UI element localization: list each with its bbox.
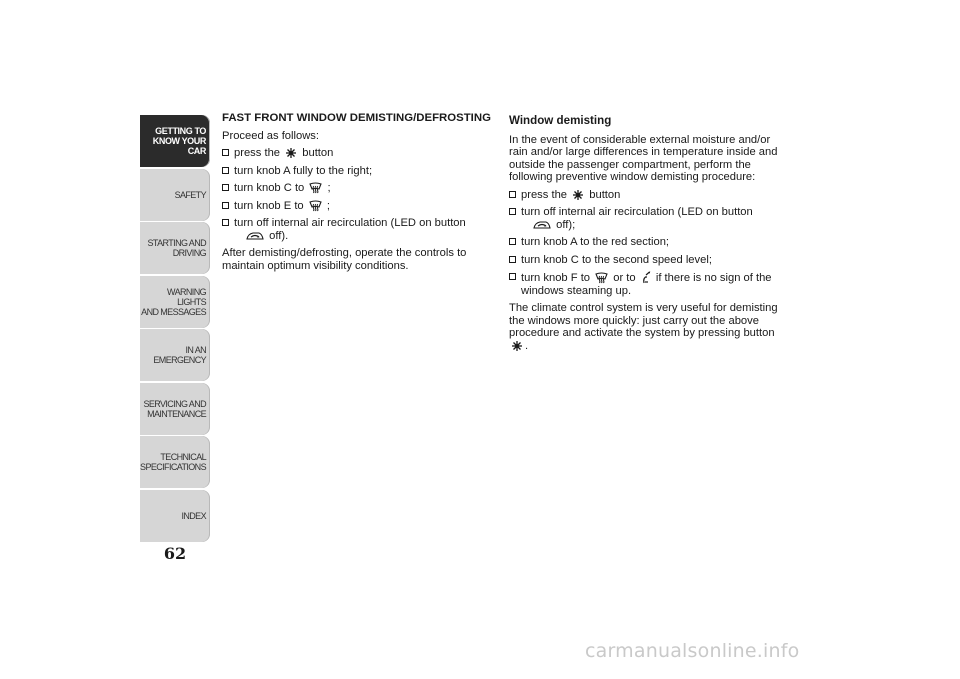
watermark: carmanualsonline.info [585, 640, 800, 662]
tab-servicing-and-maintenance[interactable]: SERVICING AND MAINTENANCE [140, 383, 210, 435]
checkbox-bullet [509, 256, 516, 263]
tab-getting-to-know-your-car[interactable]: GETTING TO KNOW YOUR CAR [140, 115, 210, 167]
tab-safety[interactable]: SAFETY [140, 169, 210, 221]
ac-snowflake-icon [572, 189, 584, 201]
list-item: turn knob A to the red section; [509, 236, 787, 249]
checkbox-bullet [509, 238, 516, 245]
list-item: press the button [222, 147, 494, 160]
checkbox-bullet [222, 149, 229, 156]
outro-text: After demisting/defrosting, operate the controls to maintain optimum visibility conditions. [222, 247, 467, 272]
checkbox-bullet [222, 184, 229, 191]
list-item: turn knob C to ; [222, 182, 494, 195]
tab-warning-lights[interactable]: WARNING LIGHTS AND MESSAGES [140, 276, 210, 328]
left-column [222, 112, 494, 277]
checkbox-bullet [222, 202, 229, 209]
windshield-defrost-icon [309, 200, 322, 212]
windshield-defrost-icon [309, 182, 322, 194]
procedure-list [509, 189, 787, 298]
checkbox-bullet [509, 191, 516, 198]
list-item: turn off internal air recirculation (LED on button off); [509, 206, 787, 231]
tab-technical-specifications[interactable]: TECHNICAL SPECIFICATIONS [140, 436, 210, 488]
recirculation-icon [533, 220, 551, 231]
intro-text: Proceed as follows: [222, 129, 320, 142]
checkbox-bullet [222, 167, 229, 174]
recirculation-icon [246, 231, 264, 242]
foot-windshield-icon [641, 271, 651, 284]
section-tabs [140, 115, 210, 543]
checkbox-bullet [222, 219, 229, 226]
checkbox-bullet [509, 208, 516, 215]
windshield-defrost-icon [595, 272, 608, 284]
list-item: press the button [509, 189, 787, 202]
list-item: turn off internal air recirculation (LED on button off). [222, 217, 494, 242]
tab-in-an-emergency[interactable]: IN AN EMERGENCY [140, 329, 210, 381]
checkbox-bullet [509, 273, 516, 280]
list-item: turn knob C to the second speed level; [509, 254, 787, 267]
page-number: 62 [163, 544, 187, 563]
ac-snowflake-icon [511, 340, 523, 352]
tab-starting-and-driving[interactable]: STARTING AND DRIVING [140, 222, 210, 274]
ac-snowflake-icon [285, 147, 297, 159]
list-item: turn knob A fully to the right; [222, 165, 494, 178]
section-heading: Window demisting [509, 114, 612, 127]
tab-index[interactable]: INDEX [140, 490, 210, 542]
list-item: turn knob E to ; [222, 200, 494, 213]
list-item: turn knob F to or to if there is no sign of the windows steaming up. [509, 271, 787, 297]
outro-text: The climate control system is very useful for demisting the windows more quickly: just carry out the above procedure and activate the system by pressing button . [509, 302, 778, 352]
intro-text: In the event of considerable external moisture and/or rain and/or large differences in temperature inside and outside the passenger compartment, perform the following preventive window demisting procedure: [509, 133, 778, 183]
procedure-list [222, 147, 494, 242]
section-heading: FAST FRONT WINDOW DEMISTING/DEFROSTING [222, 112, 491, 124]
right-column [509, 112, 787, 357]
